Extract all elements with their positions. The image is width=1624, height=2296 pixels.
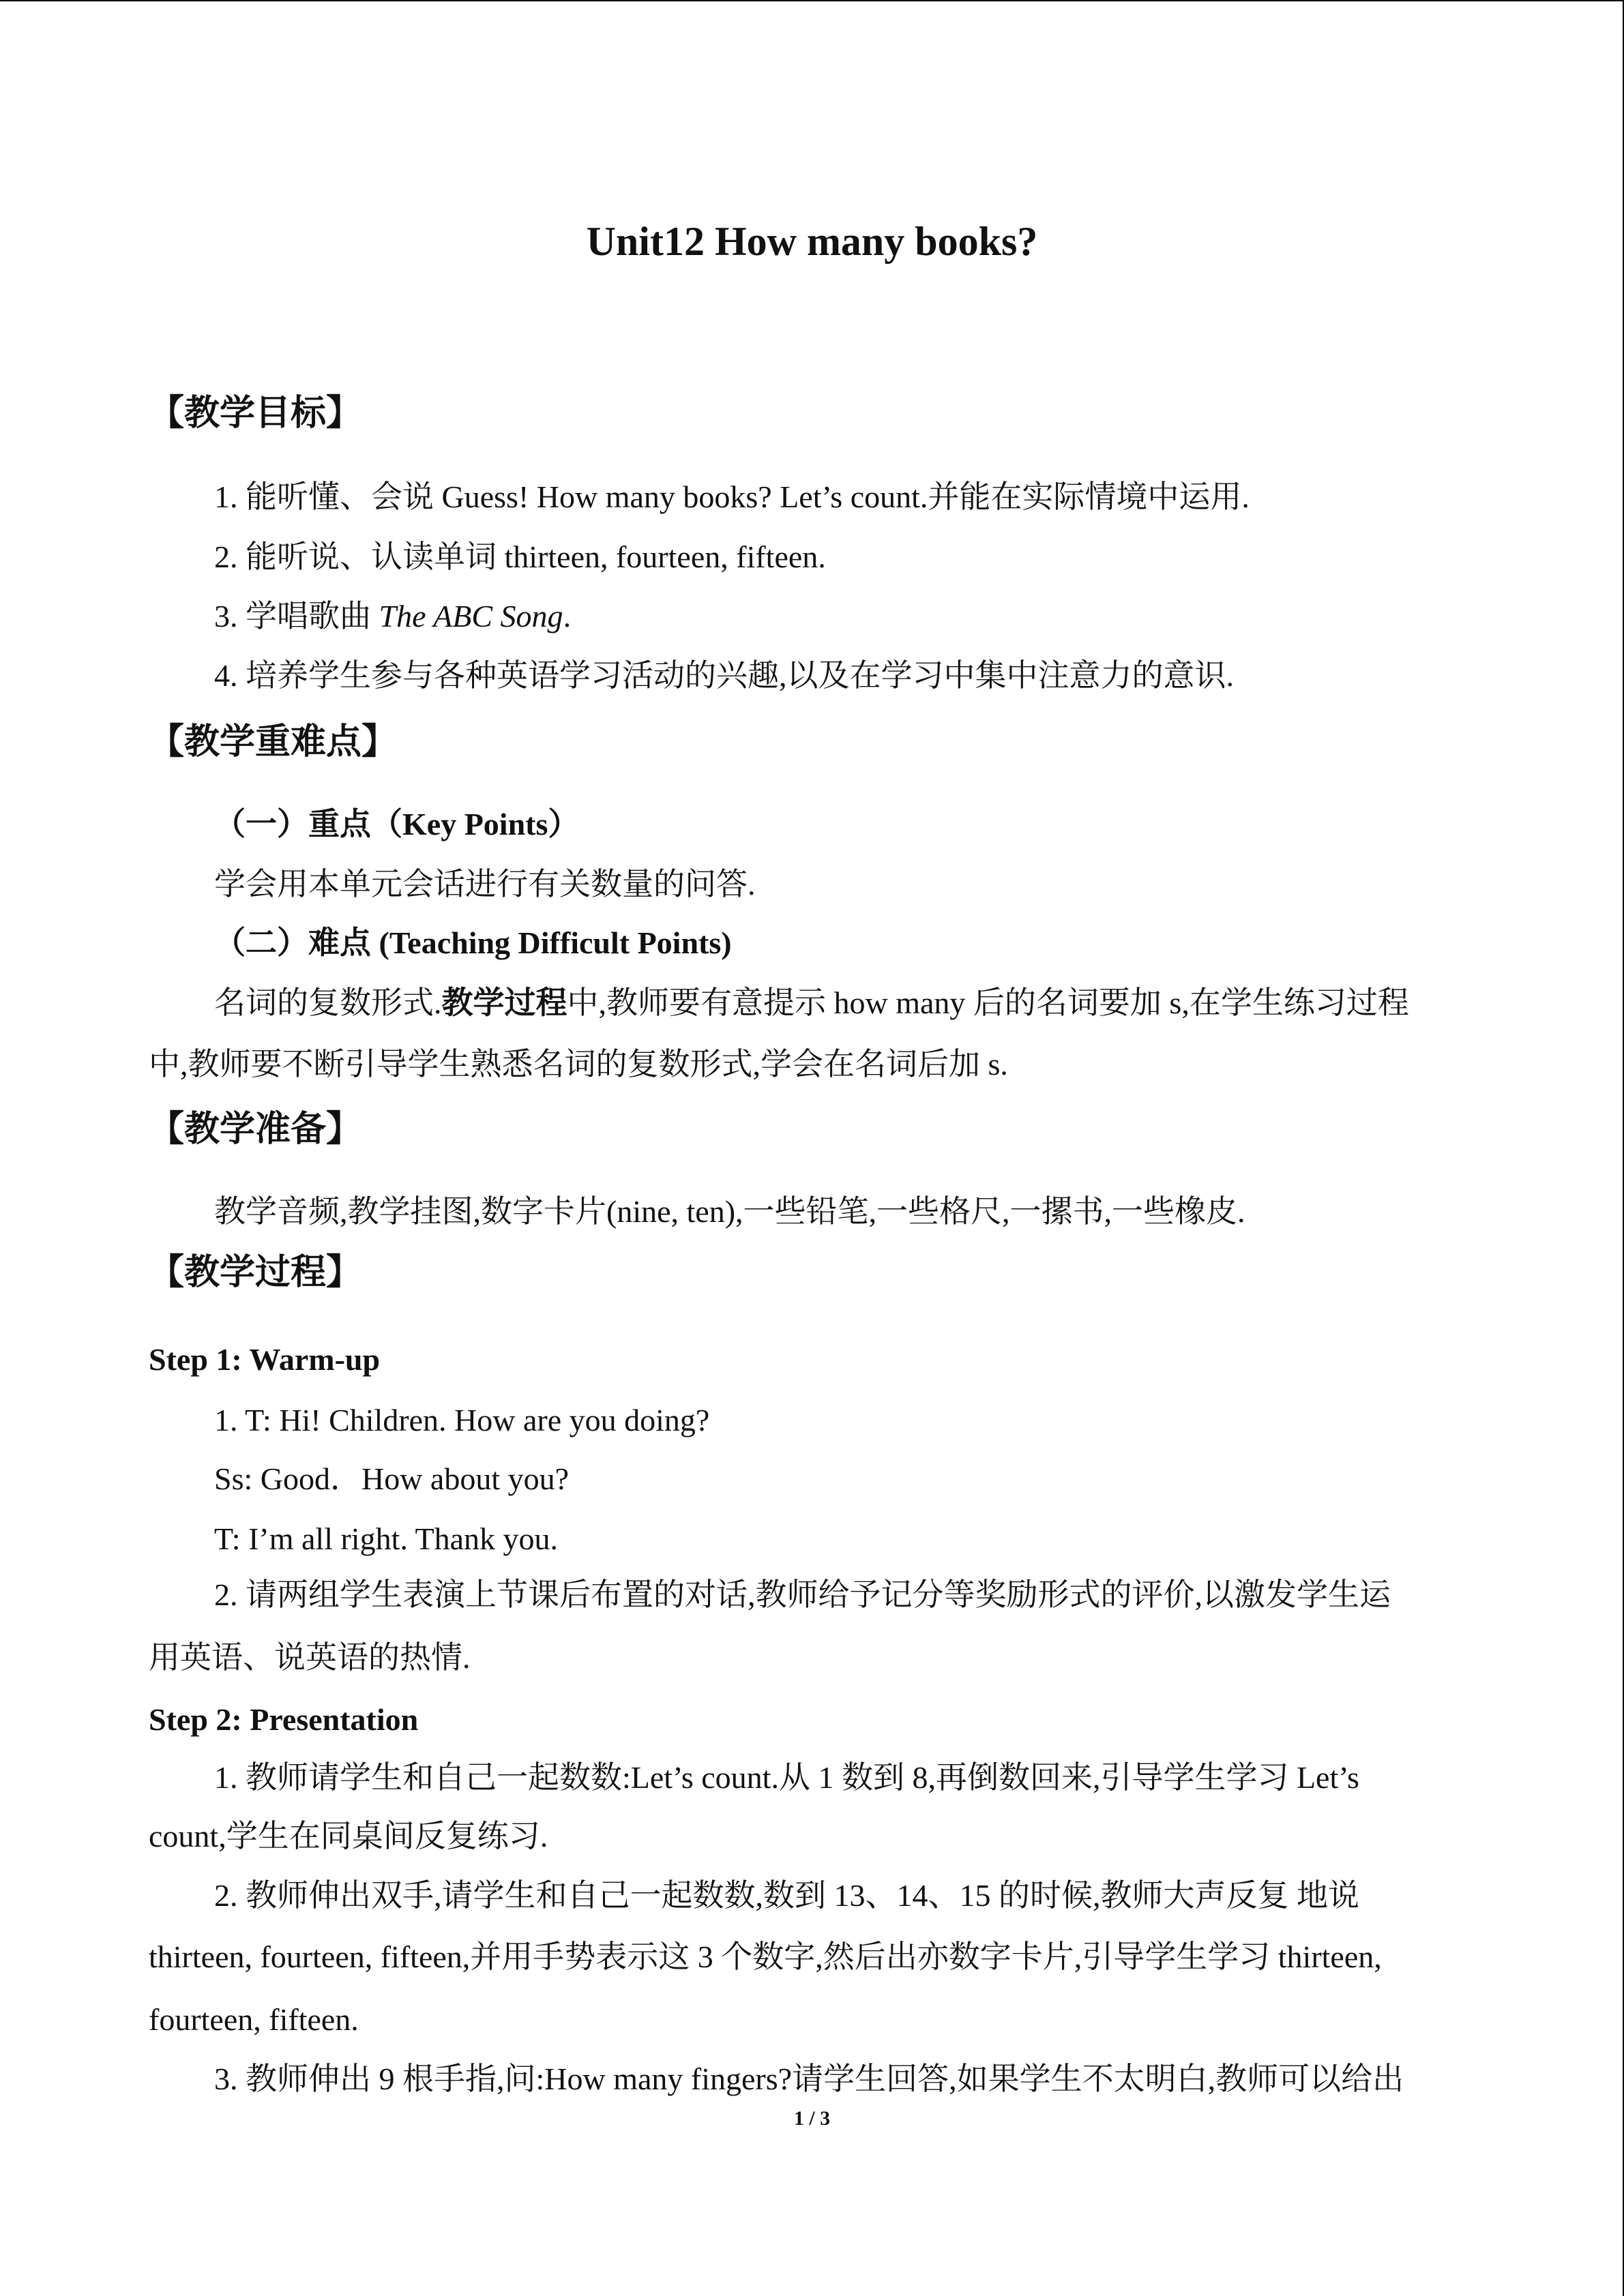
step2-item1-line1: 1. 教师请学生和自己一起数数:Let’s count.从 1 数到 8,再倒数回来,引导学生学习 Let’s <box>214 1760 1359 1795</box>
difficult-text-bold: 教学过程 <box>441 985 567 1020</box>
step1-line-2: Ss: Good．How about you? <box>214 1461 570 1496</box>
difficulty-heading: 【教学重难点】 <box>149 721 398 762</box>
step2-item2-line1: 2. 教师伸出双手,请学生和自己一起数数,数到 13、14、15 的时候,教师大声反复 地说 <box>214 1878 1359 1913</box>
step1-title: Step 1: Warm-up <box>149 1342 381 1377</box>
step2-title: Step 2: Presentation <box>149 1702 419 1737</box>
step1-line-3: T: I’m all right. Thank you. <box>214 1521 559 1556</box>
key-points-label: （一）重点（Key Points） <box>214 807 580 841</box>
key-points-text: 学会用本单元会话进行有关数量的问答. <box>214 867 756 901</box>
prep-heading: 【教学准备】 <box>149 1109 362 1150</box>
step1-item2-line2: 用英语、说英语的热情. <box>149 1640 471 1675</box>
song-title-period: . <box>563 599 572 633</box>
page-title: Unit12 How many books? <box>586 219 1038 264</box>
prep-text: 教学音频,教学挂图,数字卡片(nine, ten),一些铅笔,一些格尺,一摞书,一些橡皮. <box>214 1194 1245 1229</box>
objective-2: 2. 能听说、认读单词 thirteen, fourteen, fifteen. <box>214 539 826 574</box>
step2-item1-line2: count,学生在同桌间反复练习. <box>149 1819 548 1853</box>
song-title: The ABC Song <box>379 599 563 633</box>
difficult-points-label: （二）难点 (Teaching Difficult Points) <box>214 925 732 960</box>
objective-1: 1. 能听懂、会说 Guess! How many books? Let’s count.并能在实际情境中运用. <box>214 479 1250 514</box>
difficult-text-a: 名词的复数形式. <box>214 985 442 1020</box>
step2-item2-line3: fourteen, fifteen. <box>149 2002 359 2037</box>
objectives-heading: 【教学目标】 <box>149 393 362 434</box>
step1-item2-line1: 2. 请两组学生表演上节课后布置的对话,教师给予记分等奖励形式的评价,以激发学生运 <box>214 1577 1391 1612</box>
objective-3-text: 3. 学唱歌曲 <box>214 599 371 633</box>
process-heading: 【教学过程】 <box>149 1252 362 1293</box>
difficult-text-b: 中,教师要有意提示 how many 后的名词要加 s,在学生练习过程 <box>567 985 1409 1020</box>
step2-item2-line2: thirteen, fourteen, fifteen,并用手势表示这 3 个数字,然后出亦数字卡片,引导学生学习 thirteen, <box>149 1939 1382 1974</box>
step1-line-1: 1. T: Hi! Children. How are you doing? <box>214 1403 710 1437</box>
difficult-points-text-line1 <box>214 987 1409 1019</box>
difficult-points-text-line2: 中,教师要不断引导学生熟悉名词的复数形式,学会在名词后加 s. <box>149 1047 1008 1082</box>
objective-3 <box>214 601 571 632</box>
page-number: 1 / 3 <box>793 2107 831 2130</box>
step2-item3-line1: 3. 教师伸出 9 根手指,问:How many fingers?请学生回答,如果学生不太明白,教师可以给出 <box>214 2061 1404 2096</box>
objective-4: 4. 培养学生参与各种英语学习活动的兴趣,以及在学习中集中注意力的意识. <box>214 658 1234 693</box>
